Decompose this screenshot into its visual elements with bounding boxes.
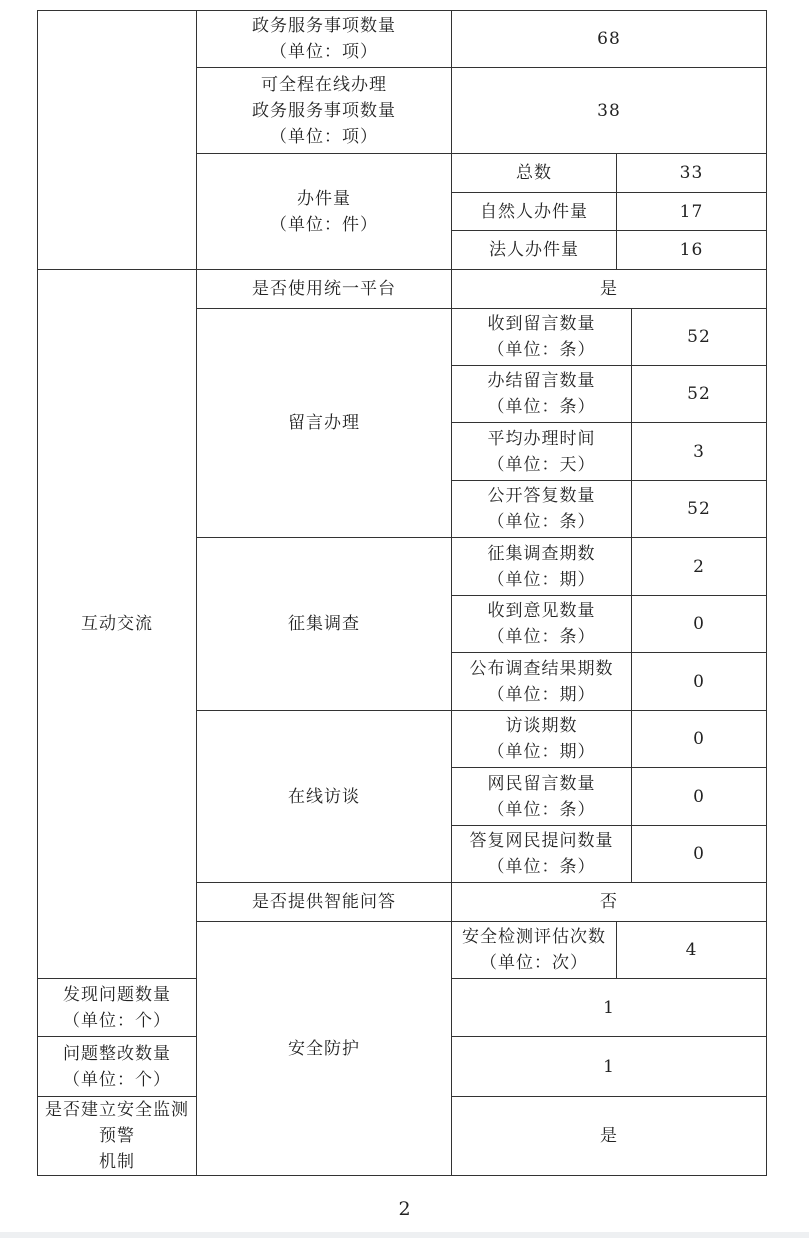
security-section-label: 安全防护 [197,922,452,1176]
items-count-label: 政务服务事项数量 （单位：项） [197,11,452,68]
unified-platform-value: 是 [452,270,767,309]
survey-results-label: 公布调查结果期数 （单位：期） [452,653,632,711]
messages-avg-time-label: 平均办理时间 （单位：天） [452,423,632,481]
messages-received-value: 52 [632,309,767,366]
issues-fixed-label: 问题整改数量 （单位：个） [38,1037,197,1097]
messages-received-label: 收到留言数量 （单位：条） [452,309,632,366]
cases-total-label: 总数 [452,154,617,193]
report-table [37,10,767,1176]
messages-label: 留言办理 [197,309,452,538]
survey-results-value: 0 [632,653,767,711]
unified-platform-label: 是否使用统一平台 [197,270,452,309]
warning-value: 是 [452,1097,767,1176]
online-items-label: 可全程在线办理 政务服务事项数量 （单位：项） [197,68,452,154]
issues-found-value: 1 [452,979,767,1037]
messages-public-reply-label: 公开答复数量 （单位：条） [452,481,632,538]
online-items-value: 38 [452,68,767,154]
survey-opinions-label: 收到意见数量 （单位：条） [452,596,632,653]
survey-label: 征集调查 [197,538,452,711]
smart-qa-value: 否 [452,883,767,922]
warning-label: 是否建立安全监测预警 机制 [38,1097,197,1176]
assessments-value: 4 [617,922,767,979]
survey-periods-label: 征集调查期数 （单位：期） [452,538,632,596]
page-number: 2 [398,1198,411,1220]
interview-periods-value: 0 [632,711,767,768]
cases-legal-value: 16 [617,231,767,270]
smart-qa-label: 是否提供智能问答 [197,883,452,922]
messages-avg-time-value: 3 [632,423,767,481]
interview-netizen-msgs-label: 网民留言数量 （单位：条） [452,768,632,826]
issues-found-label: 发现问题数量 （单位：个） [38,979,197,1037]
messages-public-reply-value: 52 [632,481,767,538]
assessments-label: 安全检测评估次数 （单位：次） [452,922,617,979]
interview-netizen-msgs-value: 0 [632,768,767,826]
interview-label: 在线访谈 [197,711,452,883]
interaction-section-label: 互动交流 [38,270,197,979]
continued-section-cell [38,11,197,270]
issues-fixed-value: 1 [452,1037,767,1097]
items-count-value: 68 [452,11,767,68]
cases-natural-value: 17 [617,193,767,231]
cases-total-value: 33 [617,154,767,193]
messages-closed-value: 52 [632,366,767,423]
messages-closed-label: 办结留言数量 （单位：条） [452,366,632,423]
interview-periods-label: 访谈期数 （单位：期） [452,711,632,768]
cases-legal-label: 法人办件量 [452,231,617,270]
interview-replies-label: 答复网民提问数量 （单位：条） [452,826,632,883]
page-bottom-band [0,1232,809,1238]
interview-replies-value: 0 [632,826,767,883]
survey-opinions-value: 0 [632,596,767,653]
cases-label: 办件量 （单位：件） [197,154,452,270]
survey-periods-value: 2 [632,538,767,596]
cases-natural-label: 自然人办件量 [452,193,617,231]
